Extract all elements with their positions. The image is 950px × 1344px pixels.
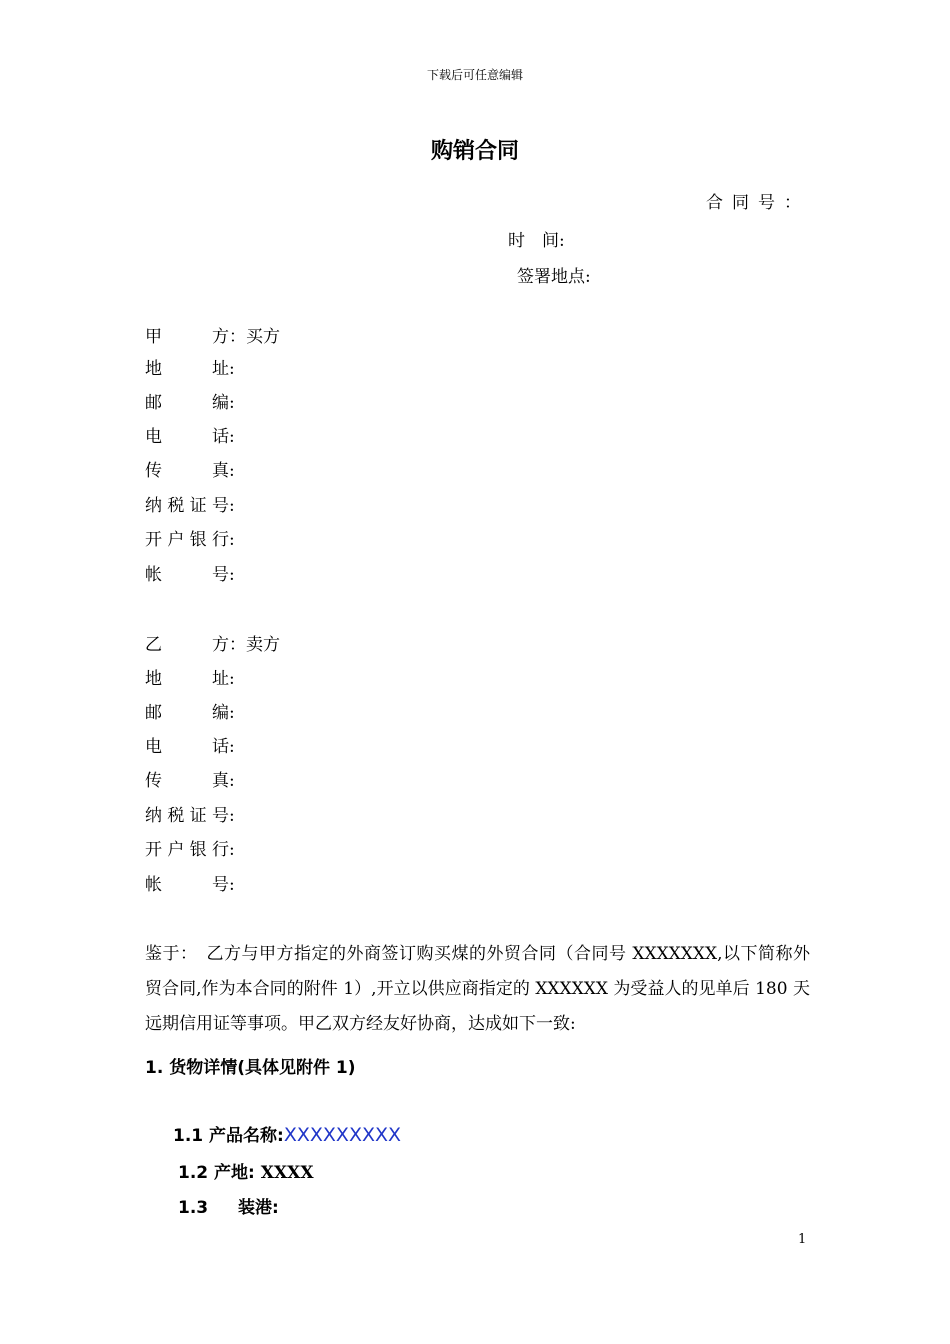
party-b-row [145,868,235,902]
party-b-row [145,662,235,696]
field-sep: : [229,875,235,895]
field-value: 买方 [246,327,280,347]
item-value: XXXX [260,1163,314,1183]
section-1-heading: 1. 货物详情(具体见附件 1) [145,1058,356,1078]
field-sep: : [229,461,235,481]
item-label: 产品名称: [209,1126,284,1146]
field-label: 甲方 [145,327,229,347]
field-label: 电话 [145,427,229,447]
item-number: 1.1 [173,1126,204,1146]
field-sep: : [229,703,235,723]
item-label: 产地: [214,1163,255,1183]
field-sep: : [229,530,235,550]
document-title: 购销合同 [430,139,519,164]
page-number: 1 [798,1232,807,1247]
contract-number-field: 合同号： [706,193,810,213]
item-number: 1.3 [178,1198,209,1218]
party-b-row [145,799,235,833]
time-field: 时 间: [508,231,565,251]
field-sep: : [229,771,235,791]
field-label: 纳税证号 [145,496,229,516]
field-label: 帐号 [145,565,229,585]
item-label: 装港: [237,1198,279,1218]
field-sep: : [229,737,235,757]
field-label: 地址 [145,359,229,379]
field-value: 卖方 [246,635,280,655]
party-a-row [145,420,235,454]
party-b-row [145,696,235,730]
field-label: 传真 [145,771,229,791]
section-item-1-1 [173,1121,401,1146]
field-label: 开户银行 [145,530,229,550]
party-a-row [145,386,235,420]
field-label: 开户银行 [145,840,229,860]
party-a-row [145,489,235,523]
field-label: 地址 [145,669,229,689]
field-sep: : [229,840,235,860]
field-sep: : [229,359,235,379]
item-number: 1.2 [178,1163,209,1183]
party-a-row [145,454,235,488]
field-label: 纳税证号 [145,806,229,826]
signing-place-field: 签署地点: [517,267,591,287]
field-sep: : [229,669,235,689]
field-label: 邮编 [145,393,229,413]
field-sep: ： [229,635,246,655]
party-a-row [145,558,235,592]
field-label: 乙方 [145,635,229,655]
whereas-paragraph: 鉴于： 乙方与甲方指定的外商签订购买煤的外贸合同（合同号 XXXXXXX,以下简称外贸合同,作为本合同的附件 1）,开立以供应商指定的 XXXXXX 为受益人的见单后 180 天远期信用证等事项。甲乙双方经友好协商，达成如下一致: [145,944,810,1034]
party-a-row [145,352,235,386]
party-b-row [145,628,280,662]
field-label: 电话 [145,737,229,757]
item-value: XXXXXXXXX [283,1124,402,1146]
header-note: 下载后可任意编辑 [426,68,523,82]
section-item-1-2 [178,1158,314,1183]
field-label: 帐号 [145,875,229,895]
field-label: 邮编 [145,703,229,723]
field-sep: : [229,496,235,516]
party-b-row [145,833,235,867]
field-sep: : [229,427,235,447]
field-sep: : [229,565,235,585]
party-b-row [145,730,235,764]
section-item-1-3 [178,1193,279,1218]
field-sep: : [229,806,235,826]
field-sep: ： [229,327,246,347]
field-sep: : [229,393,235,413]
party-b-row [145,764,235,798]
field-label: 传真 [145,461,229,481]
party-a-row [145,523,235,557]
party-a-row [145,320,280,354]
